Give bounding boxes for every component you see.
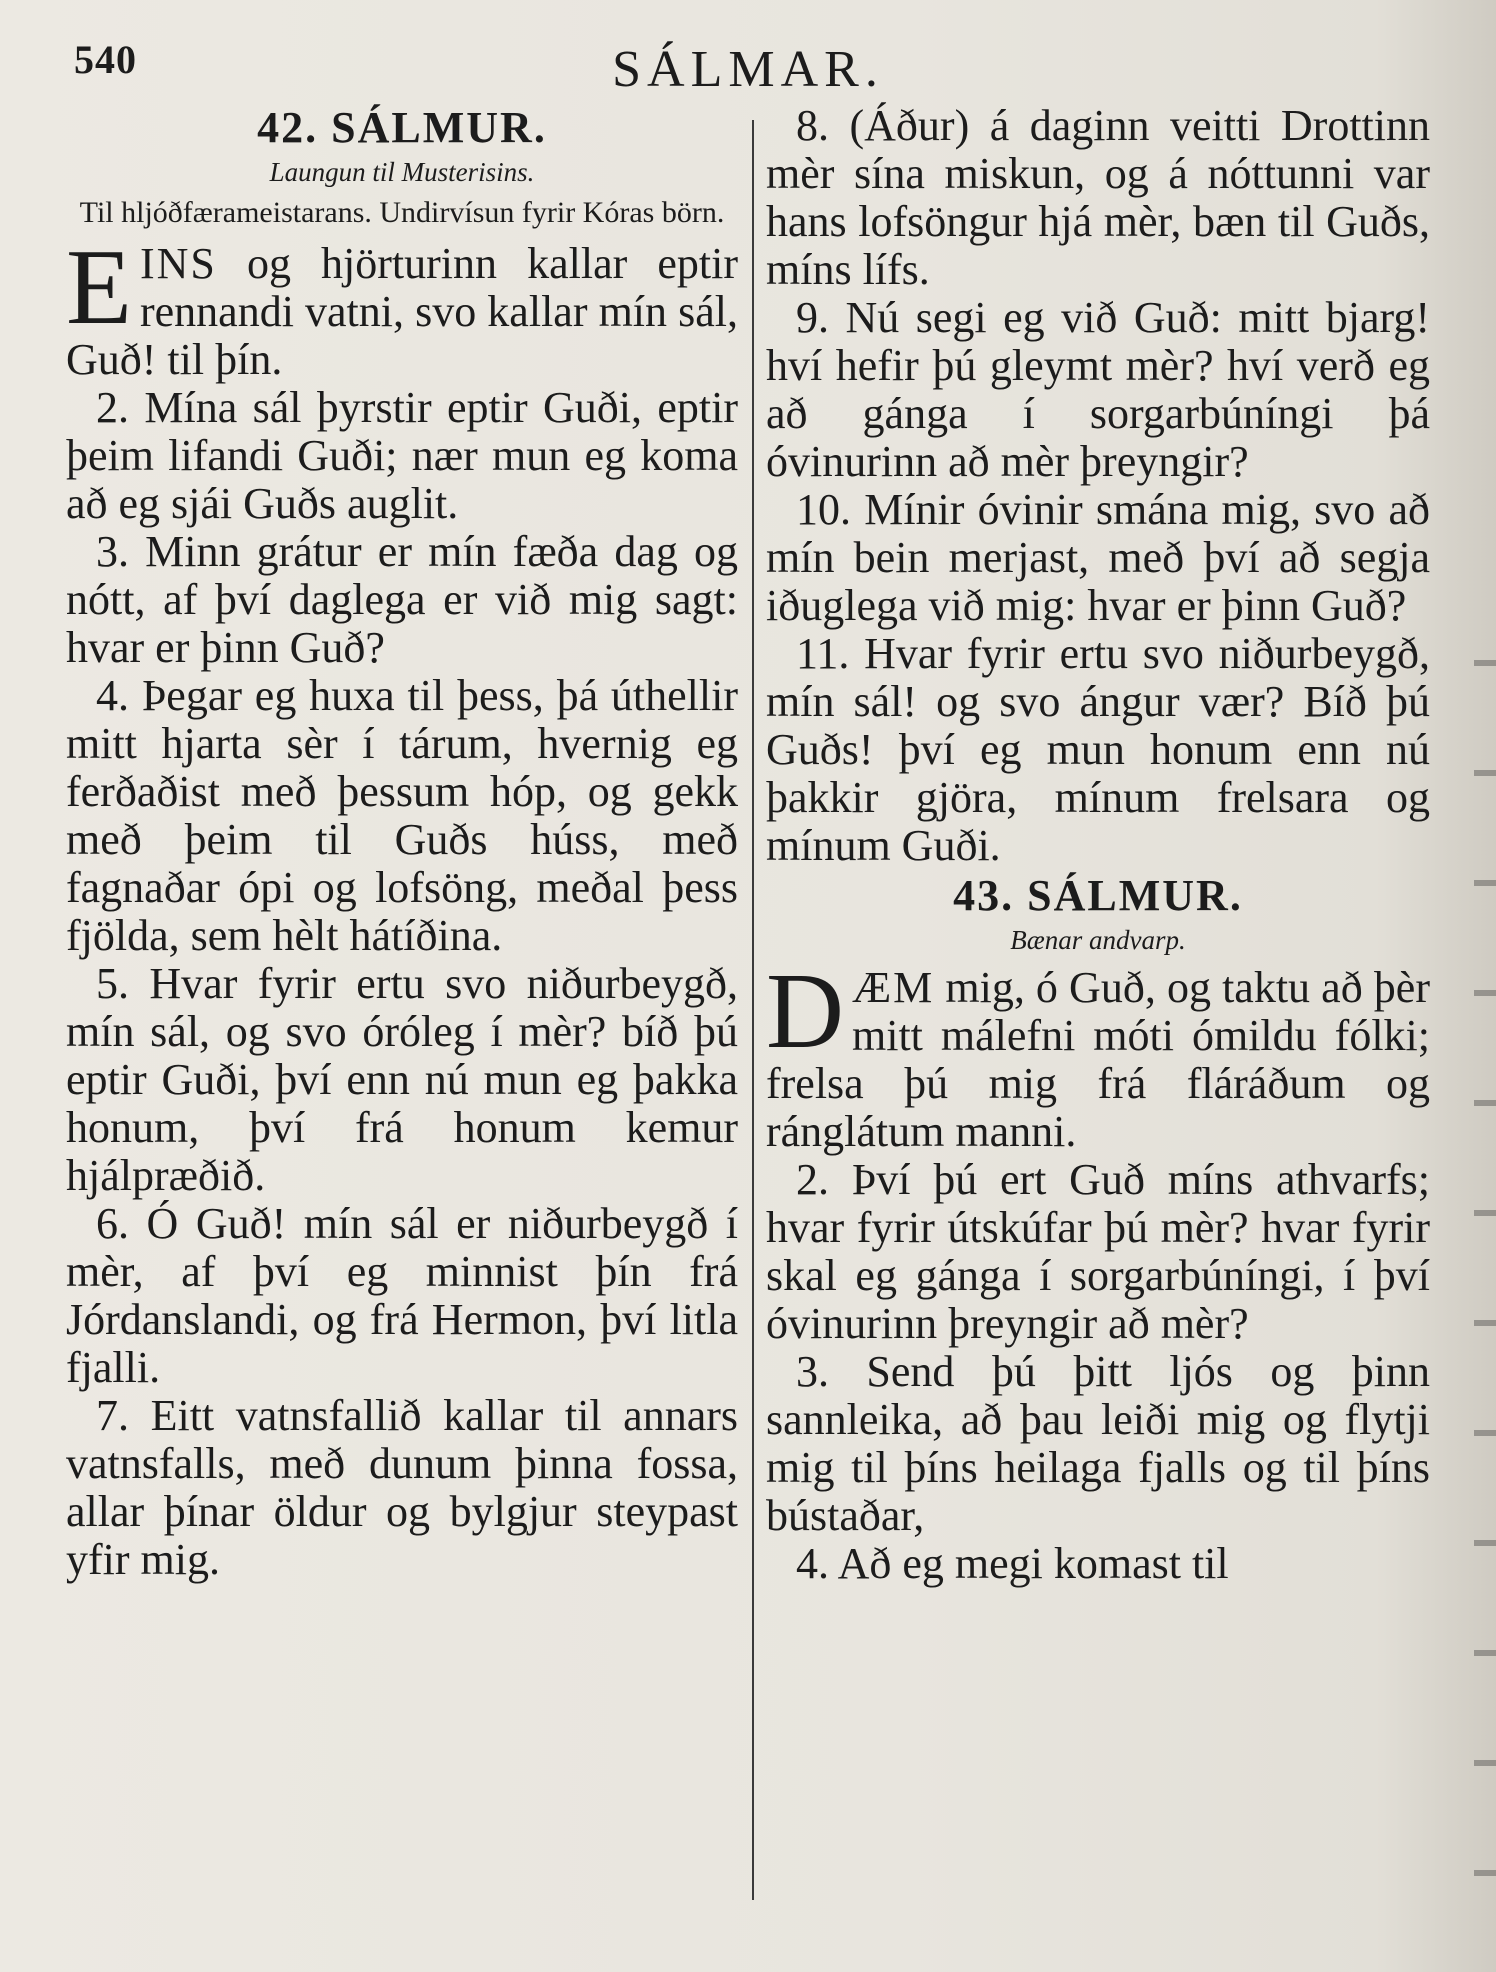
psalm-43-verse-3: 3. Send þú þitt ljós og þinn sannleika, að þau leiði mig og flytji mig til þíns heilaga fjalls og til þíns bústaðar,	[766, 1347, 1430, 1540]
psalm-42-superscription: Til hljóðfærameistarans. Undirvísun fyrir Kóras börn.	[79, 196, 725, 229]
left-column	[66, 102, 738, 1584]
psalm-42-verse-2: 2. Mína sál þyrstir eptir Guði, eptir þeim lifandi Guði; nær mun eg koma að eg sjái Guðs auglit.	[66, 383, 738, 528]
psalm-43-subtitle: Bænar andvarp.	[1010, 925, 1186, 955]
first-word-rest: INS	[139, 239, 217, 288]
verse-text: mig, ó Guð, og taktu að þèr mitt málefni móti ómildu fólki; frelsa þú mig frá fláráðum og ránglátum manni.	[766, 963, 1430, 1156]
psalm-42-verse-11: 11. Hvar fyrir ertu svo niðurbeygð, mín sál! og svo ángur vær? Bíð þú Guðs! því eg mun honum enn nú þakkir gjöra, mínum frelsara og mínum Guði.	[766, 629, 1430, 870]
psalm-42-verse-6: 6. Ó Guð! mín sál er niðurbeygð í mèr, af því eg minnist þín frá Jórdanslandi, og frá Hermon, því litla fjalli.	[66, 1199, 738, 1392]
psalm-42-subtitle: Laungun til Musterisins.	[269, 157, 535, 187]
psalm-42-verse-9: 9. Nú segi eg við Guð: mitt bjarg! hví hefir þú gleymt mèr? hví verð eg að gánga í sorgarbúníngi þá óvinurinn að mèr þreyngir?	[766, 293, 1430, 486]
psalm-42-verse-5: 5. Hvar fyrir ertu svo niðurbeygð, mín sál, og svo óróleg í mèr? bíð þú eptir Guði, því enn nú mun eg þakka honum, því frá honum kemur hjálpræðið.	[66, 959, 738, 1200]
running-head: SÁLMAR.	[612, 41, 884, 98]
dropcap: E	[66, 228, 132, 347]
column-rule	[752, 120, 754, 1900]
verse-text: og hjörturinn kallar eptir rennandi vatni, svo kallar mín sál, Guð! til þín.	[66, 239, 738, 384]
psalm-42-verse-3: 3. Minn grátur er mín fæða dag og nótt, af því daglega er við mig sagt: hvar er þinn Guð?	[66, 527, 738, 672]
first-word-rest: ÆM	[852, 963, 935, 1012]
psalm-42-verse-1	[66, 228, 738, 384]
psalm-43-verse-1	[766, 952, 1430, 1156]
page-edge-shadow	[1474, 600, 1496, 1900]
psalm-42-heading: 42. SÁLMUR.	[257, 103, 547, 152]
psalm-42-verse-10: 10. Mínir óvinir smána mig, svo að mín bein merjast, með því að segja iðuglega við mig: hvar er þinn Guð?	[766, 485, 1430, 630]
psalm-42-verse-8: 8. (Áður) á daginn veitti Drottinn mèr sína miskun, og á nóttunni var hans lofsöngur hjá mèr, bæn til Guðs, míns lífs.	[766, 101, 1430, 294]
dropcap: D	[766, 952, 844, 1071]
psalm-42-verse-7: 7. Eitt vatnsfallið kallar til annars vatnsfalls, með dunum þinna fossa, allar þínar öldur og bylgjur steypast yfir mig.	[66, 1391, 738, 1584]
right-column	[766, 102, 1430, 1588]
psalm-42-verse-4: 4. Þegar eg huxa til þess, þá úthellir mitt hjarta sèr í tárum, hvernig eg ferðaðist með þessum hóp, og gekk með þeim til Guðs húss, með fagnaðar ópi og lofsöng, meðal þess fjölda, sem hèlt hátíðina.	[66, 671, 738, 960]
psalm-43-heading: 43. SÁLMUR.	[953, 871, 1243, 920]
psalm-43-verse-4: 4. Að eg megi komast til	[796, 1539, 1229, 1588]
psalm-43-verse-2: 2. Því þú ert Guð míns athvarfs; hvar fyrir útskúfar þú mèr? hvar fyrir skal eg gánga í sorgarbúníngi, í því óvinurinn þreyngir að mèr?	[766, 1155, 1430, 1348]
page-number: 540	[74, 37, 137, 82]
